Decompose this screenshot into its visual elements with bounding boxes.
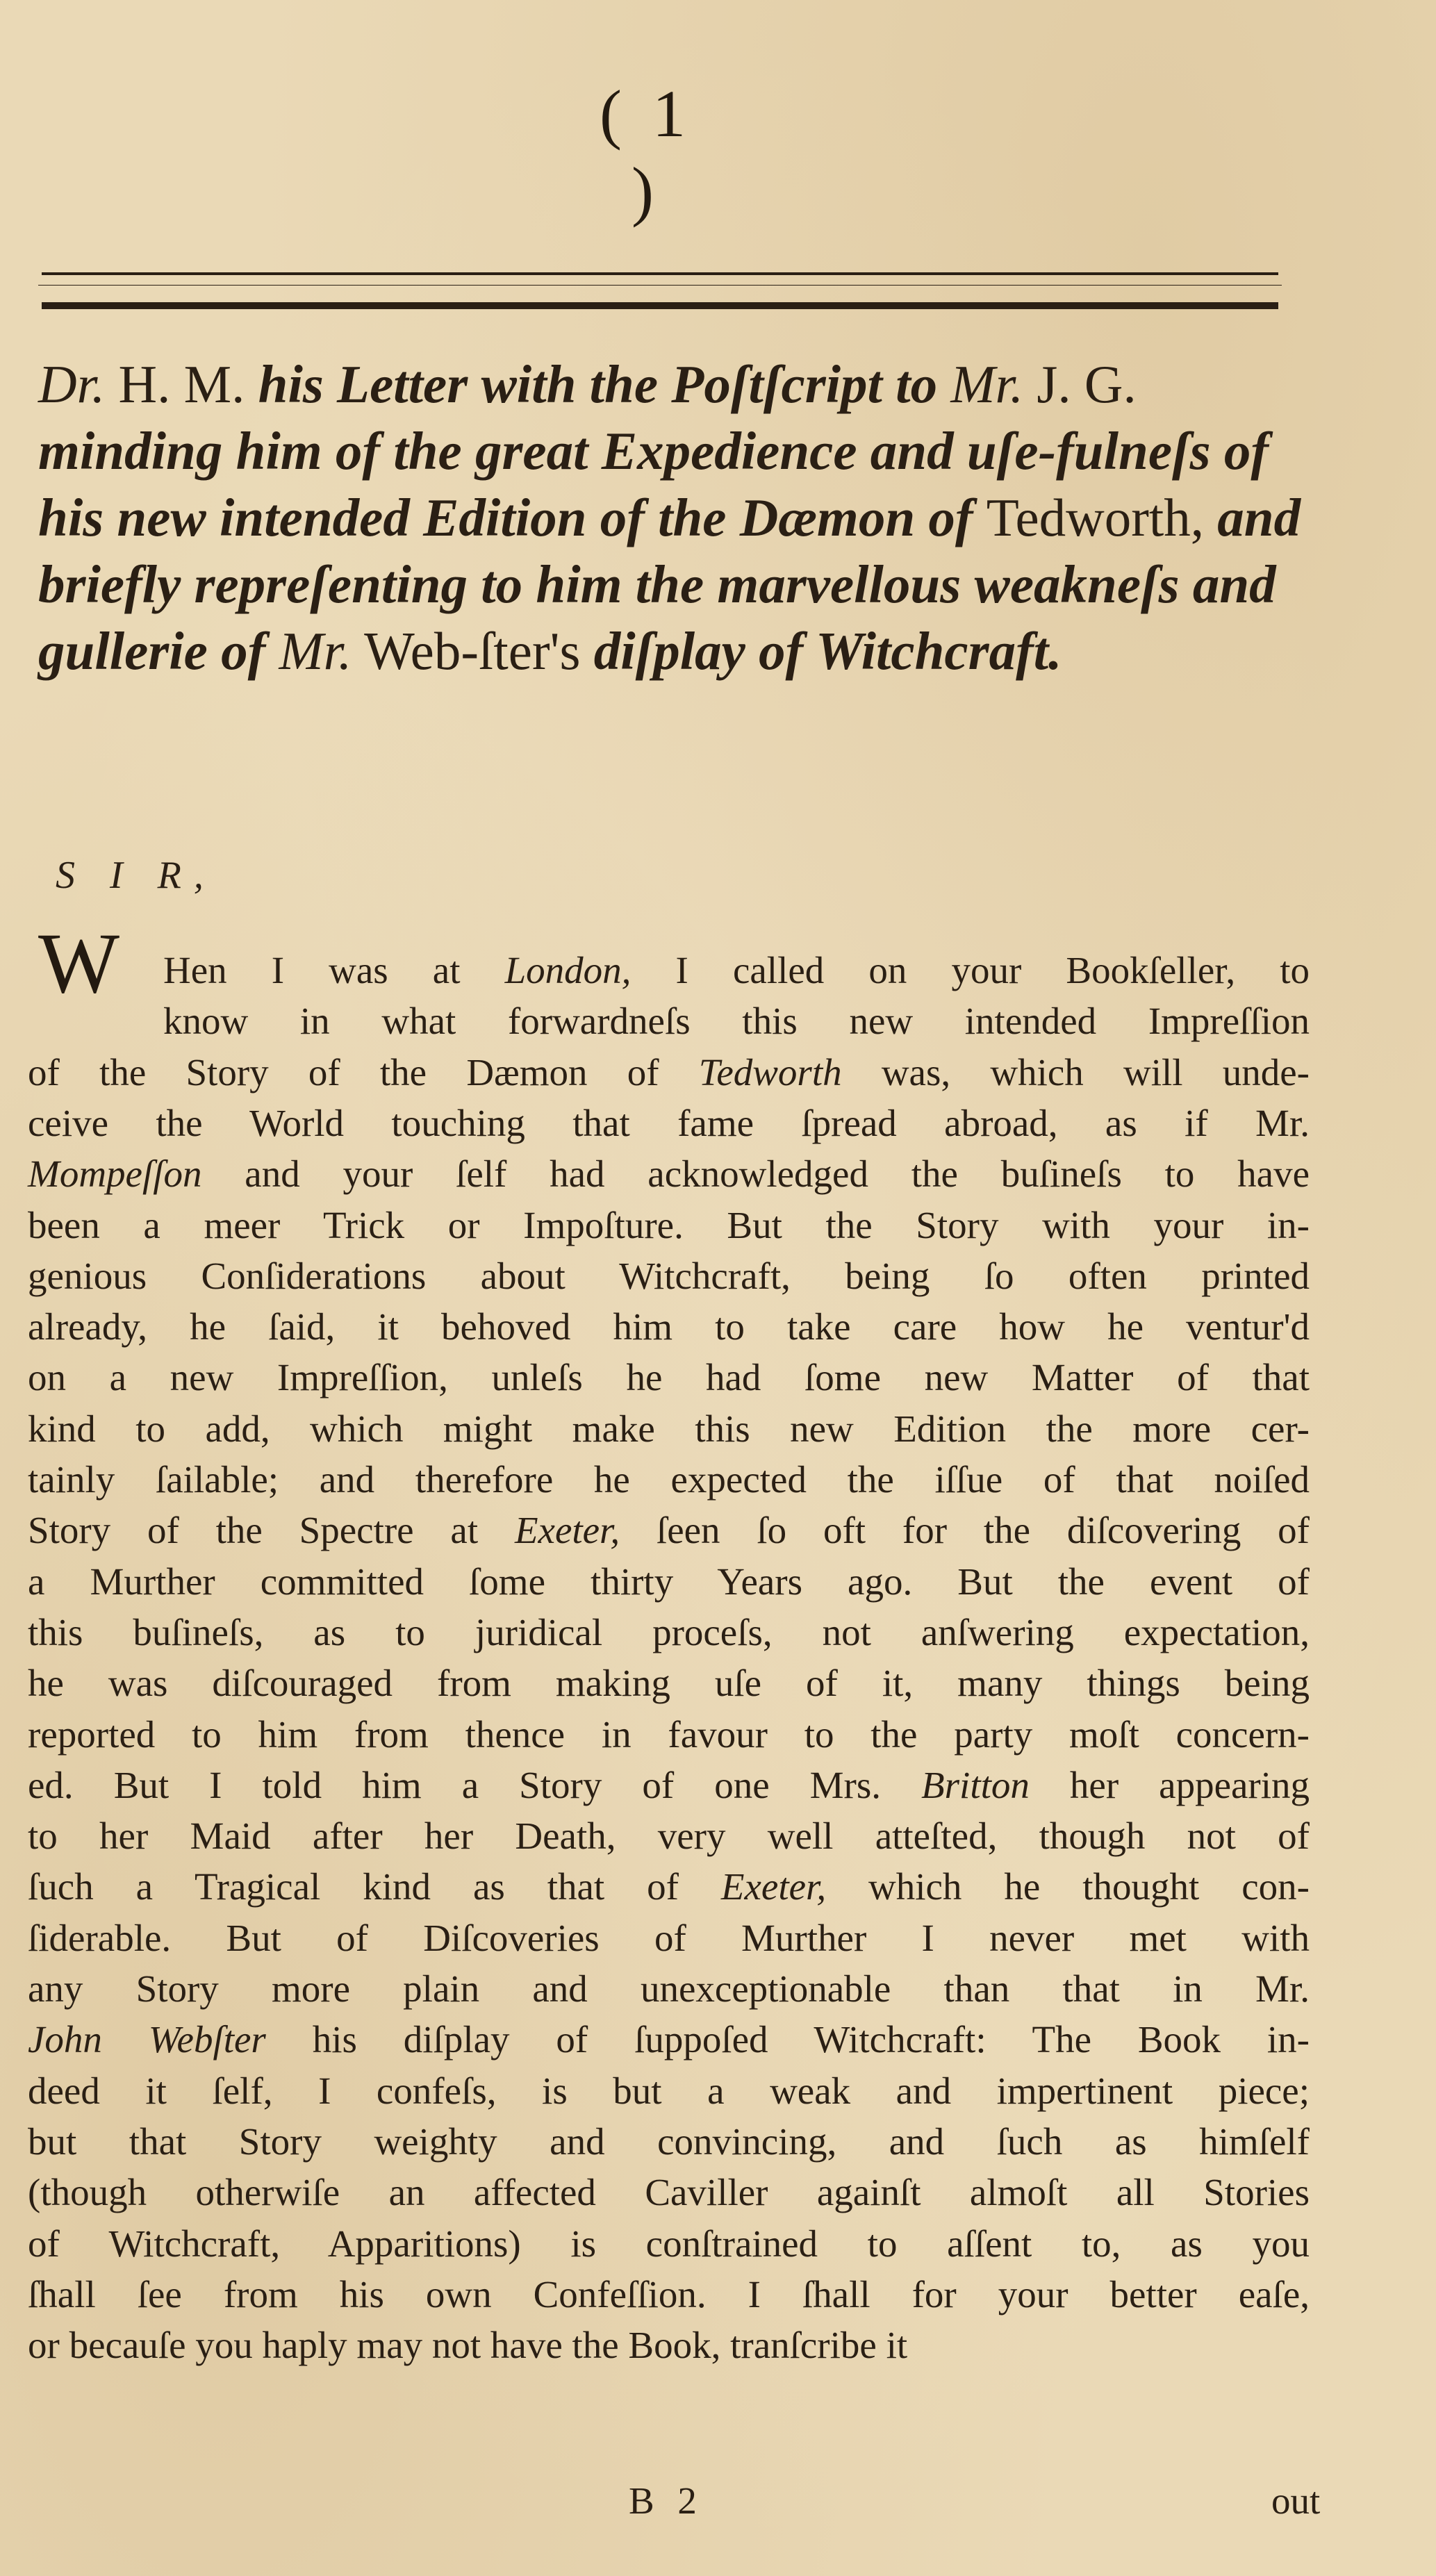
text-line (28, 1405, 1310, 1453)
line-segment: ed. But I told him a Story of one Mrs. (28, 1764, 922, 1806)
line-segment: genious Conſiderations about Witchcraft, being ſo often printed (28, 1255, 1310, 1297)
italic-word: Britton (921, 1764, 1030, 1806)
line-segment: any Story more plain and unexceptionable than that in Mr. (28, 1967, 1310, 2010)
line-segment: a Murther committed ſome thirty Years ago. But the event of (28, 1560, 1310, 1603)
text-line (163, 997, 1310, 1046)
text-line (28, 1965, 1310, 2013)
text-line (28, 1608, 1310, 1657)
title-text-c: and briefly repreſenting to him the marvellous weakneſs and gullerie of (38, 488, 1301, 681)
line-segment: on a new Impreſſion, unleſs he had ſome new Matter of that (28, 1356, 1310, 1398)
line-segment: already, he ſaid, it behoved him to take care how he ventur'd (28, 1305, 1310, 1348)
header-rule-thick (42, 302, 1278, 309)
line-segment: I called on your Bookſeller, to (631, 949, 1310, 991)
line-segment: (though otherwiſe an affected Caviller againſt almoſt all Stories (28, 2171, 1310, 2213)
drop-cap: W (38, 916, 120, 1011)
line-segment: he was diſcouraged from making uſe of it, many things being (28, 1662, 1310, 1704)
text-line (163, 946, 1310, 995)
title-tedworth: Tedworth, (986, 488, 1205, 547)
text-line (28, 2168, 1310, 2217)
title-mr-a: Mr. (950, 354, 1024, 414)
page-number: ( 1 ) (600, 76, 693, 228)
line-segment: of the Story of the Dæmon of (28, 1051, 699, 1093)
text-line (28, 1812, 1310, 1860)
line-segment: ſhall ſee from his own Confeſſion. I ſhall for your better eaſe, (28, 2273, 1310, 2315)
italic-word: Exeter, (720, 1865, 827, 1908)
letter-title (38, 351, 1310, 684)
text-line (28, 1761, 1310, 1810)
line-segment: and your ſelf had acknowledged the buſineſs to have (201, 1153, 1310, 1195)
line-segment: which he thought con- (826, 1865, 1310, 1908)
line-segment: her appearing (1029, 1764, 1310, 1806)
title-text-d: diſplay of Witchcraft. (580, 621, 1062, 681)
line-segment: or becauſe you haply may not have the Book, tranſcribe it (28, 2324, 908, 2366)
text-line (28, 2321, 1310, 2370)
line-segment: ſeen ſo oft for the diſcovering of (620, 1509, 1310, 1551)
text-line (28, 2067, 1310, 2115)
text-line (28, 1303, 1310, 1351)
line-segment: been a meer Trick or Impoſture. But the Story with your in- (28, 1204, 1310, 1246)
title-webster: Web-ſter's (352, 621, 581, 681)
line-segment: ſuch a Tragical kind as that of (28, 1865, 721, 1908)
text-line (28, 1201, 1310, 1250)
line-segment: Hen I was at (163, 949, 505, 991)
text-line (28, 1455, 1310, 1504)
italic-word: Mompeſſon (28, 1153, 202, 1195)
line-segment: deed it ſelf, I confeſs, is but a weak and impertinent piece; (28, 2070, 1310, 2112)
text-line (28, 2220, 1310, 2268)
catchword: out (1271, 2479, 1321, 2522)
text-line (28, 1863, 1310, 1911)
line-segment: kind to add, which might make this new Edition the more cer- (28, 1407, 1310, 1450)
line-segment: but that Story weighty and convincing, and ſuch as himſelf (28, 2120, 1310, 2163)
text-line (28, 1914, 1310, 1963)
text-line (28, 1506, 1310, 1555)
line-segment: know in what forwardneſs this new intended Impreſſion (163, 1000, 1310, 1042)
salutation: S I R, (56, 854, 216, 897)
text-line (28, 2117, 1310, 2166)
italic-word: Exeter, (514, 1509, 620, 1551)
text-line (28, 1150, 1310, 1198)
text-line (28, 1048, 1310, 1097)
line-segment: his diſplay of ſuppoſed Witchcraft: The Book in- (265, 2018, 1310, 2061)
line-segment: ſiderable. But of Diſcoveries of Murther I never met with (28, 1917, 1310, 1959)
text-line (28, 2270, 1310, 2319)
title-jg: J. G. (1023, 354, 1137, 414)
line-segment: reported to him from thence in favour to the party moſt concern- (28, 1713, 1310, 1756)
text-line (28, 1710, 1310, 1759)
title-dr: Dr. (38, 354, 106, 414)
signature-mark: B 2 (629, 2479, 704, 2522)
text-line (28, 2015, 1310, 2064)
italic-word: Tedworth (698, 1051, 842, 1093)
header-rule-middle (38, 285, 1282, 286)
text-line (28, 1252, 1310, 1301)
title-mr-b: Mr. (279, 621, 352, 681)
title-text-a: his Letter with the Poſtſcript to (258, 354, 951, 414)
header-rule-top (42, 272, 1278, 275)
text-line (28, 1099, 1310, 1148)
line-segment: was, which will unde- (841, 1051, 1310, 1093)
text-line (28, 1558, 1310, 1606)
line-segment: tainly ſailable; and therefore he expected the iſſue of that noiſed (28, 1458, 1310, 1501)
line-segment: ceive the World touching that fame ſpread abroad, as if Mr. (28, 1102, 1310, 1144)
text-line (28, 1659, 1310, 1708)
line-segment: of Witchcraft, Apparitions) is conſtrained to aſſent to, as you (28, 2222, 1310, 2265)
line-segment: Story of the Spectre at (28, 1509, 515, 1551)
title-initials: H. M. (105, 354, 258, 414)
title-text-b: minding him of the great Expedience and uſe-fulneſs of his new intended Edition of the Dæmon of (38, 421, 1269, 547)
text-line (28, 1353, 1310, 1402)
line-segment: to her Maid after her Death, very well atteſted, though not of (28, 1815, 1310, 1857)
italic-word: London, (504, 949, 632, 991)
italic-word: John Webſter (28, 2018, 266, 2061)
line-segment: this buſineſs, as to juridical proceſs, not anſwering expectation, (28, 1611, 1310, 1653)
